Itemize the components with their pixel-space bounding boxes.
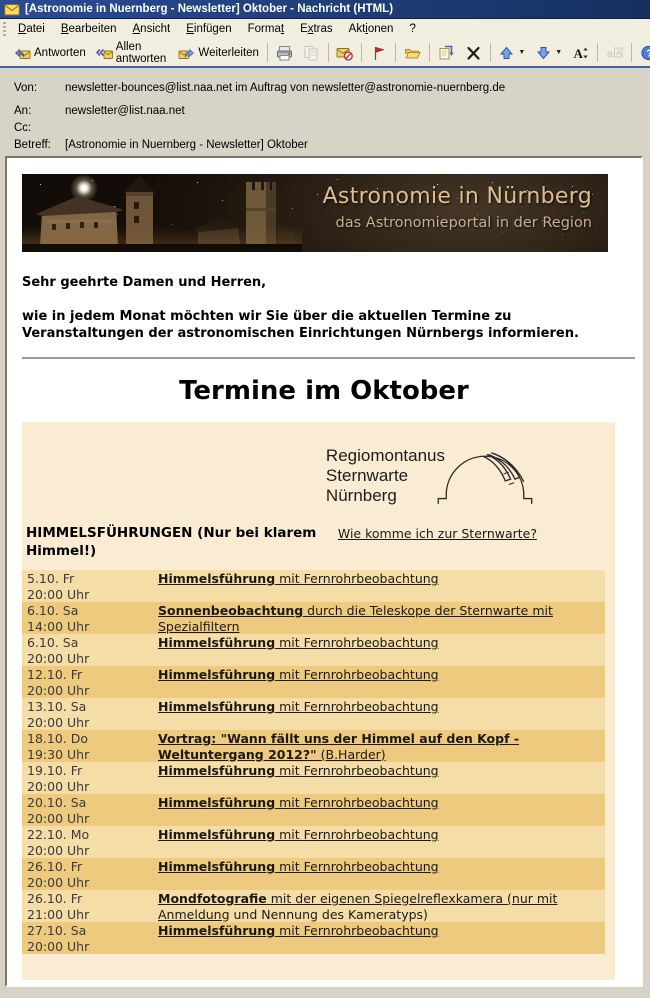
event-row: [22, 730, 605, 762]
menu-items: [10, 21, 424, 37]
toolbar-separator: [631, 43, 632, 62]
event-row: [22, 698, 605, 730]
banner-subtitle: das Astronomieportal in der Region: [335, 215, 592, 231]
down-arrow-icon: [535, 45, 552, 61]
reply-all-icon: [96, 45, 113, 61]
event-row: [22, 794, 605, 826]
toolbar-separator: [328, 43, 329, 62]
event-description: [158, 826, 605, 858]
toolbar-button-uebersetzen: [601, 42, 628, 64]
event-link[interactable]: Himmelsführung mit Fernrohrbeobachtung: [158, 795, 439, 810]
flag-icon: [370, 45, 387, 61]
section-title: HIMMELSFÜHRUNGEN (Nur bei klarem Himmel!): [26, 525, 317, 559]
header-value-betreff: [Astronomie in Nuernberg - Newsletter] Oktober: [65, 139, 308, 151]
header-field-betreff: [14, 138, 642, 152]
events-panel: [22, 422, 615, 980]
event-row: [22, 762, 605, 794]
event-link[interactable]: Himmelsführung mit Fernrohrbeobachtung: [158, 667, 439, 682]
event-row: [22, 634, 605, 666]
header-value-an: newsletter@list.naa.net: [65, 105, 185, 117]
event-link[interactable]: Vortrag: "Wann fällt uns der Himmel auf den Kopf - Weltuntergang 2012?" (B.Harder): [158, 731, 520, 762]
toolbar: [0, 39, 650, 68]
toolbar-button-kopieren: [298, 42, 325, 64]
toolbar-button-antworten[interactable]: [9, 42, 91, 64]
event-description: Mondfotografie mit der eigenen Spiegelreflexkamera (nur mit Anmeldung und Nennung des Kameratyps): [158, 891, 558, 922]
menu-item-datei[interactable]: Datei: [18, 23, 45, 35]
event-date: 6.10. Sa 20:00 Uhr: [27, 635, 90, 666]
event-description: [158, 922, 605, 954]
logo-line-3: Nürnberg: [325, 486, 397, 505]
banner-title: Astronomie in Nürnberg: [322, 184, 592, 209]
intro-text: wie in jedem Monat möchten wir Sie über die aktuellen Termine zu Veranstaltungen der astronomischen Einrichtungen Nürnbergs informieren.: [22, 309, 579, 341]
toolbar-button-allen-antworten[interactable]: [91, 38, 174, 68]
divider: [22, 357, 635, 359]
event-description: [158, 602, 605, 634]
event-row: [22, 890, 605, 922]
event-date: 26.10. Fr 21:00 Uhr: [27, 891, 90, 922]
toolbar-separator: [395, 43, 396, 62]
event-date: 20.10. Sa 20:00 Uhr: [27, 795, 90, 826]
event-row: [22, 602, 605, 634]
menu-item-hilfe[interactable]: ?: [409, 23, 416, 35]
message-header-pane: [0, 68, 650, 156]
forward-icon: [178, 45, 195, 61]
toolbar-separator: [490, 43, 491, 62]
page-title: Termine im Oktober: [179, 376, 469, 406]
toolbar-button-hilfe[interactable]: [635, 42, 650, 64]
observatory-logo: [22, 440, 537, 504]
event-link[interactable]: Himmelsführung mit Fernrohrbeobachtung: [158, 827, 439, 842]
event-link[interactable]: Himmelsführung mit Fernrohrbeobachtung: [158, 859, 439, 874]
event-date: 22.10. Mo 20:00 Uhr: [27, 827, 90, 858]
event-description: [158, 730, 605, 762]
menu-bar: [0, 19, 650, 39]
toolbar-items: [9, 38, 650, 68]
dropdown-caret-icon: ▼: [518, 49, 526, 56]
event-date: 6.10. Sa 14:00 Uhr: [27, 603, 90, 634]
event-description: [158, 634, 605, 666]
toolbar-button-naechstes-element[interactable]: [530, 42, 567, 64]
event-link[interactable]: Mondfotografie mit der eigenen Spiegelreflexkamera (nur mit Anmeldung: [158, 891, 558, 922]
observatory-logo-text: [326, 446, 445, 506]
event-row: [22, 826, 605, 858]
toolbar-separator: [429, 43, 430, 62]
event-description: [158, 570, 605, 602]
event-link[interactable]: Sonnenbeobachtung durch die Teleskope der Sternwarte mit Spezialfiltern: [158, 603, 553, 634]
event-row: [22, 570, 605, 602]
delete-icon: [465, 45, 482, 61]
toolbar-button-in-ordner-verschieben[interactable]: [399, 42, 426, 64]
translate-icon: [606, 45, 623, 61]
printer-icon: [276, 45, 293, 61]
event-row: [22, 666, 605, 698]
toolbar-button-regel-erstellen[interactable]: [433, 42, 460, 64]
event-description: [158, 794, 605, 826]
salutation-text: Sehr geehrte Damen und Herren,: [22, 275, 267, 290]
toolbar-button-label: Allen antworten: [115, 40, 167, 65]
event-description: [158, 698, 605, 730]
observatory-dome-icon: [433, 440, 537, 506]
events-table: [22, 570, 605, 954]
newsletter-banner: [22, 174, 608, 252]
header-value-von: newsletter-bounces@list.naa.net im Auftrag von newsletter@astronomie-nuernberg.de: [65, 82, 506, 94]
event-date: 18.10. Do 19:30 Uhr: [27, 731, 90, 762]
toolbar-separator: [361, 43, 362, 62]
header-label-von: Von:: [14, 82, 38, 94]
header-field-an: [14, 104, 642, 118]
help-icon: [640, 45, 650, 61]
logo-line-2: Sternwarte: [325, 466, 409, 485]
event-row: [22, 858, 605, 890]
event-date: 26.10. Fr 20:00 Uhr: [27, 859, 90, 890]
toolbar-button-label: Weiterleiten: [198, 46, 259, 59]
event-date: 19.10. Fr 20:00 Uhr: [27, 763, 90, 794]
events-header-row: [26, 524, 537, 560]
event-link[interactable]: Himmelsführung mit Fernrohrbeobachtung: [158, 571, 439, 586]
toolbar-separator: [267, 43, 268, 62]
toolbar-button-weiterleiten[interactable]: [173, 42, 264, 64]
menu-item-aktionen[interactable]: Aktionen: [348, 23, 394, 35]
header-label-betreff: Betreff:: [14, 139, 51, 151]
event-description: [158, 666, 605, 698]
menubar-grip[interactable]: [3, 22, 6, 36]
menu-item-format[interactable]: Format: [247, 23, 285, 35]
copy-icon: [303, 45, 320, 61]
header-field-cc: [14, 121, 642, 135]
event-date: 27.10. Sa 20:00 Uhr: [27, 923, 90, 954]
message-body: [5, 156, 643, 987]
create-rule-icon: [438, 45, 455, 61]
toolbar-button-vorheriges-element[interactable]: [493, 42, 530, 64]
folder-open-icon: [404, 45, 421, 61]
toolbar-button-loeschen[interactable]: [460, 42, 487, 64]
event-description: [158, 858, 605, 890]
directions-link[interactable]: Wie komme ich zur Sternwarte?: [337, 526, 537, 541]
mail-icon: [4, 3, 20, 16]
reply-icon: [14, 45, 31, 61]
title-bar: [0, 0, 650, 19]
event-link[interactable]: Himmelsführung mit Fernrohrbeobachtung: [158, 699, 439, 714]
toolbar-separator: [597, 43, 598, 62]
event-row: [22, 922, 605, 954]
logo-line-1: Regiomontanus: [325, 446, 445, 465]
header-label-cc: Cc:: [14, 122, 32, 134]
junk-mail-icon: [336, 45, 353, 61]
dropdown-caret-icon: ▼: [555, 49, 563, 56]
header-field-von: [14, 81, 642, 95]
header-label-an: An:: [14, 105, 32, 117]
up-arrow-icon: [498, 45, 515, 61]
event-description: [158, 762, 605, 794]
castle-illustration: [22, 174, 302, 252]
event-link[interactable]: Himmelsführung mit Fernrohrbeobachtung: [158, 635, 439, 650]
event-link[interactable]: Himmelsführung mit Fernrohrbeobachtung: [158, 923, 439, 938]
window-title: [Astronomie in Nuernberg - Newsletter] Oktober - Nachricht (HTML): [25, 3, 394, 15]
header-fields: [14, 81, 642, 152]
event-date: 13.10. Sa 20:00 Uhr: [27, 699, 90, 730]
toolbar-button-textgroesse[interactable]: [567, 42, 594, 64]
menu-item-extras[interactable]: Extras: [300, 23, 333, 35]
toolbar-button-zur-nachverfolgung[interactable]: [365, 42, 392, 64]
menu-item-ansicht[interactable]: Ansicht: [132, 23, 171, 35]
menu-item-bearbeiten[interactable]: Bearbeiten: [60, 23, 117, 35]
toolbar-button-label: Antworten: [34, 46, 86, 59]
event-link[interactable]: Himmelsführung mit Fernrohrbeobachtung: [158, 763, 439, 778]
font-size-icon: [572, 45, 589, 61]
event-date: 5.10. Fr 20:00 Uhr: [27, 571, 90, 602]
menu-item-einfuegen[interactable]: Einfügen: [186, 23, 232, 35]
toolbar-button-junk-email[interactable]: [331, 42, 358, 64]
toolbar-button-drucken[interactable]: [271, 42, 298, 64]
event-date: 12.10. Fr 20:00 Uhr: [27, 667, 90, 698]
